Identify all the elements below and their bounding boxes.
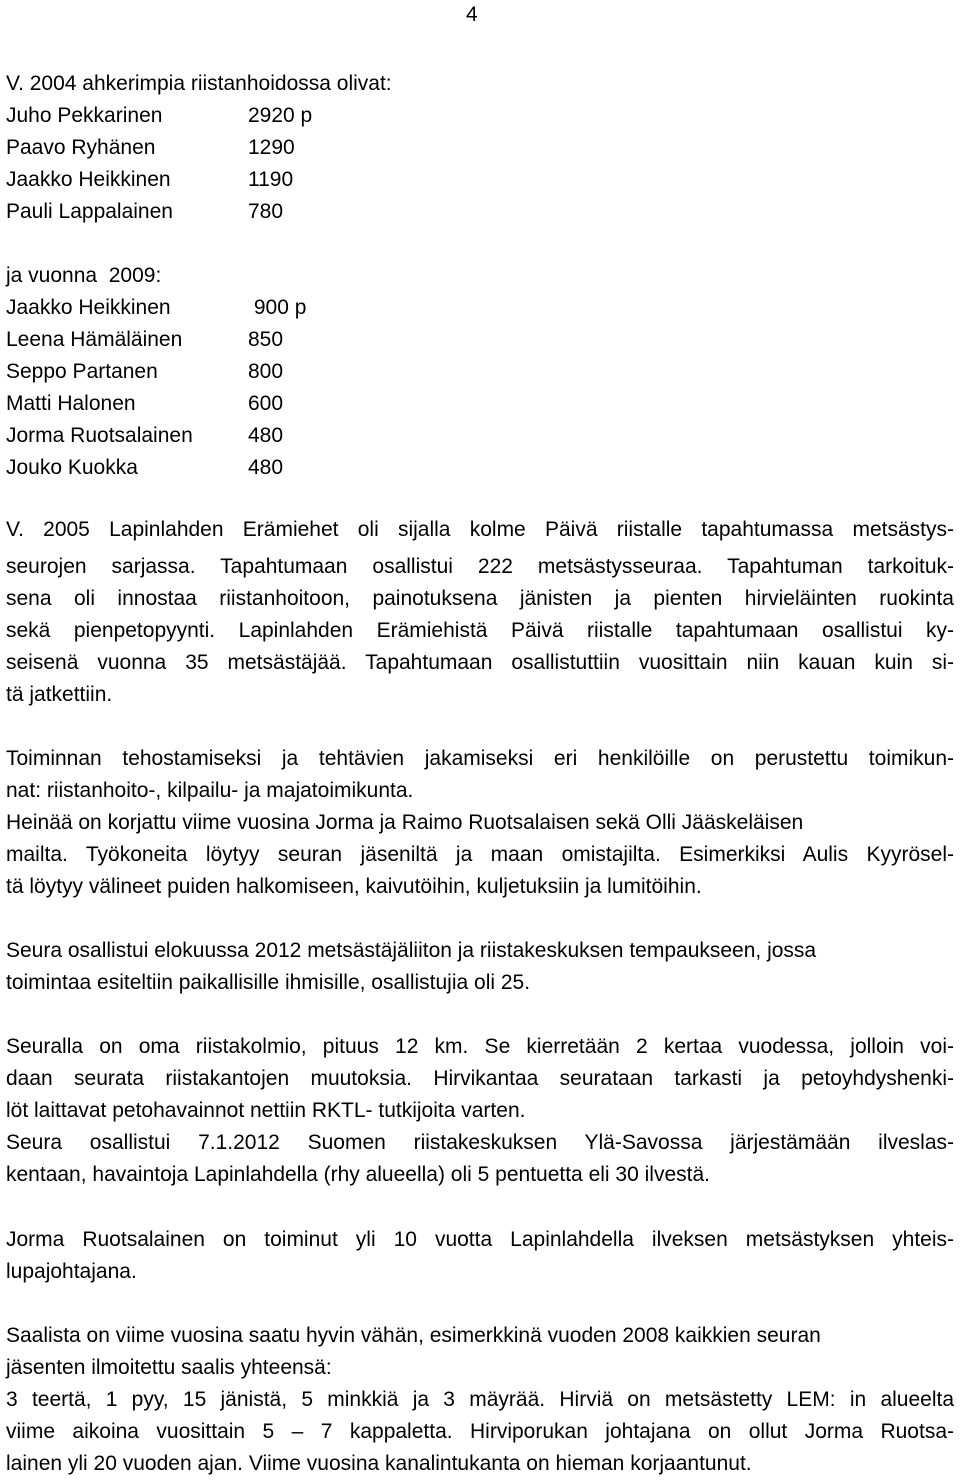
paragraph-line: löt laittavat petohavainnot nettiin RKTL- tutkijoita varten.	[6, 1099, 526, 1122]
paragraph-line: viime aikoina vuosittain 5 – 7 kappaletta. Hirviporukan johtajana on ollut Jorma Ruotsa-	[6, 1420, 954, 1443]
top-2009-row	[6, 292, 954, 324]
points-value: 780	[248, 200, 284, 223]
top-2009-heading: ja vuonna 2009:	[6, 264, 162, 287]
person-name: Juho Pekkarinen	[6, 104, 163, 127]
person-name: Jorma Ruotsalainen	[6, 424, 193, 447]
points-value: 900 p	[248, 296, 307, 319]
points-value: 600	[248, 392, 284, 415]
top-2009-row	[6, 452, 954, 484]
person-name: Paavo Ryhänen	[6, 136, 156, 159]
top-2009-row	[6, 356, 954, 388]
paragraph-line: Heinää on korjattu viime vuosina Jorma ja Raimo Ruotsalaisen sekä Olli Jääskeläisen	[6, 811, 804, 834]
points-value: 480	[248, 424, 284, 447]
points-value: 480	[248, 456, 284, 479]
top-2004-row	[6, 164, 954, 196]
top-2009-row	[6, 388, 954, 420]
person-name: Jaakko Heikkinen	[6, 296, 171, 319]
paragraph-line: tä löytyy välineet puiden halkomiseen, kaivutöihin, kuljetuksiin ja lumitöihin.	[6, 875, 702, 898]
paragraph-line: seurojen sarjassa. Tapahtumaan osallistui 222 metsästysseuraa. Tapahtuman tarkoituk-	[6, 555, 954, 578]
paragraph-line: jäsenten ilmoitettu saalis yhteensä:	[6, 1356, 332, 1379]
paragraph-line: Toiminnan tehostamiseksi ja tehtävien jakamiseksi eri henkilöille on perustettu toimikun-	[6, 747, 954, 770]
top-2004-row	[6, 196, 954, 228]
paragraph-line: kentaan, havaintoja Lapinlahdella (rhy alueella) oli 5 pentuetta eli 30 ilvestä.	[6, 1163, 710, 1186]
paragraph-line: daan seurata riistakantojen muutoksia. Hirvikantaa seurataan tarkasti ja petoyhdyshenki-	[6, 1067, 954, 1090]
paragraph-line: Saalista on viime vuosina saatu hyvin vähän, esimerkkinä vuoden 2008 kaikkien seuran	[6, 1324, 821, 1347]
paragraph-line: sena oli innostaa riistanhoitoon, painotuksena jänisten ja pienten hirvieläinten ruokinta	[6, 587, 954, 610]
paragraph-line: Jorma Ruotsalainen on toiminut yli 10 vuotta Lapinlahdella ilveksen metsästyksen yhteis-	[6, 1228, 954, 1251]
paragraph-line: V. 2005 Lapinlahden Erämiehet oli sijalla kolme Päivä riistalle tapahtumassa metsästys-	[6, 518, 954, 541]
person-name: Pauli Lappalainen	[6, 200, 173, 223]
points-value: 1190	[248, 168, 294, 191]
paragraph-line: 3 teertä, 1 pyy, 15 jänistä, 5 minkkiä ja 3 mäyrää. Hirviä on metsästetty LEM: in alueelta	[6, 1388, 954, 1411]
top-2004-row	[6, 100, 954, 132]
paragraph-line: lupajohtajana.	[6, 1260, 137, 1283]
person-name: Jaakko Heikkinen	[6, 168, 171, 191]
person-name: Leena Hämäläinen	[6, 328, 183, 351]
points-value: 800	[248, 360, 284, 383]
points-value: 1290	[248, 136, 295, 159]
page-number: 4	[466, 3, 478, 26]
paragraph-line: mailta. Työkoneita löytyy seuran jäseniltä ja maan omistajilta. Esimerkiksi Aulis Kyyrösel-	[6, 843, 954, 866]
paragraph-line: lainen yli 20 vuoden ajan. Viime vuosina kanalintukanta on hieman korjaantunut.	[6, 1452, 752, 1475]
paragraph-line: Seura osallistui 7.1.2012 Suomen riistakeskuksen Ylä-Savossa järjestämään ilveslas-	[6, 1131, 954, 1154]
paragraph-line: sekä pienpetopyynti. Lapinlahden Erämiehistä Päivä riistalle tapahtumaan osallistui ky-	[6, 619, 954, 642]
paragraph-line: seisenä vuonna 35 metsästäjää. Tapahtumaan osallistuttiin vuosittain niin kauan kuin si-	[6, 651, 954, 674]
person-name: Matti Halonen	[6, 392, 136, 415]
top-2009-row	[6, 324, 954, 356]
top-2004-row	[6, 132, 954, 164]
paragraph-line: Seura osallistui elokuussa 2012 metsästäjäliiton ja riistakeskuksen tempaukseen, jossa	[6, 939, 817, 962]
person-name: Seppo Partanen	[6, 360, 158, 383]
paragraph-line: tä jatkettiin.	[6, 683, 113, 706]
top-2004-heading: V. 2004 ahkerimpia riistanhoidossa olivat:	[6, 72, 392, 95]
paragraph-line: Seuralla on oma riistakolmio, pituus 12 km. Se kierretään 2 kertaa vuodessa, jolloin voi-	[6, 1035, 954, 1058]
points-value: 850	[248, 328, 284, 351]
person-name: Jouko Kuokka	[6, 456, 138, 479]
paragraph-line: nat: riistanhoito-, kilpailu- ja majatoimikunta.	[6, 779, 414, 802]
paragraph-line: toimintaa esiteltiin paikallisille ihmisille, osallistujia oli 25.	[6, 971, 531, 994]
points-value: 2920 p	[248, 104, 313, 127]
top-2009-row	[6, 420, 954, 452]
